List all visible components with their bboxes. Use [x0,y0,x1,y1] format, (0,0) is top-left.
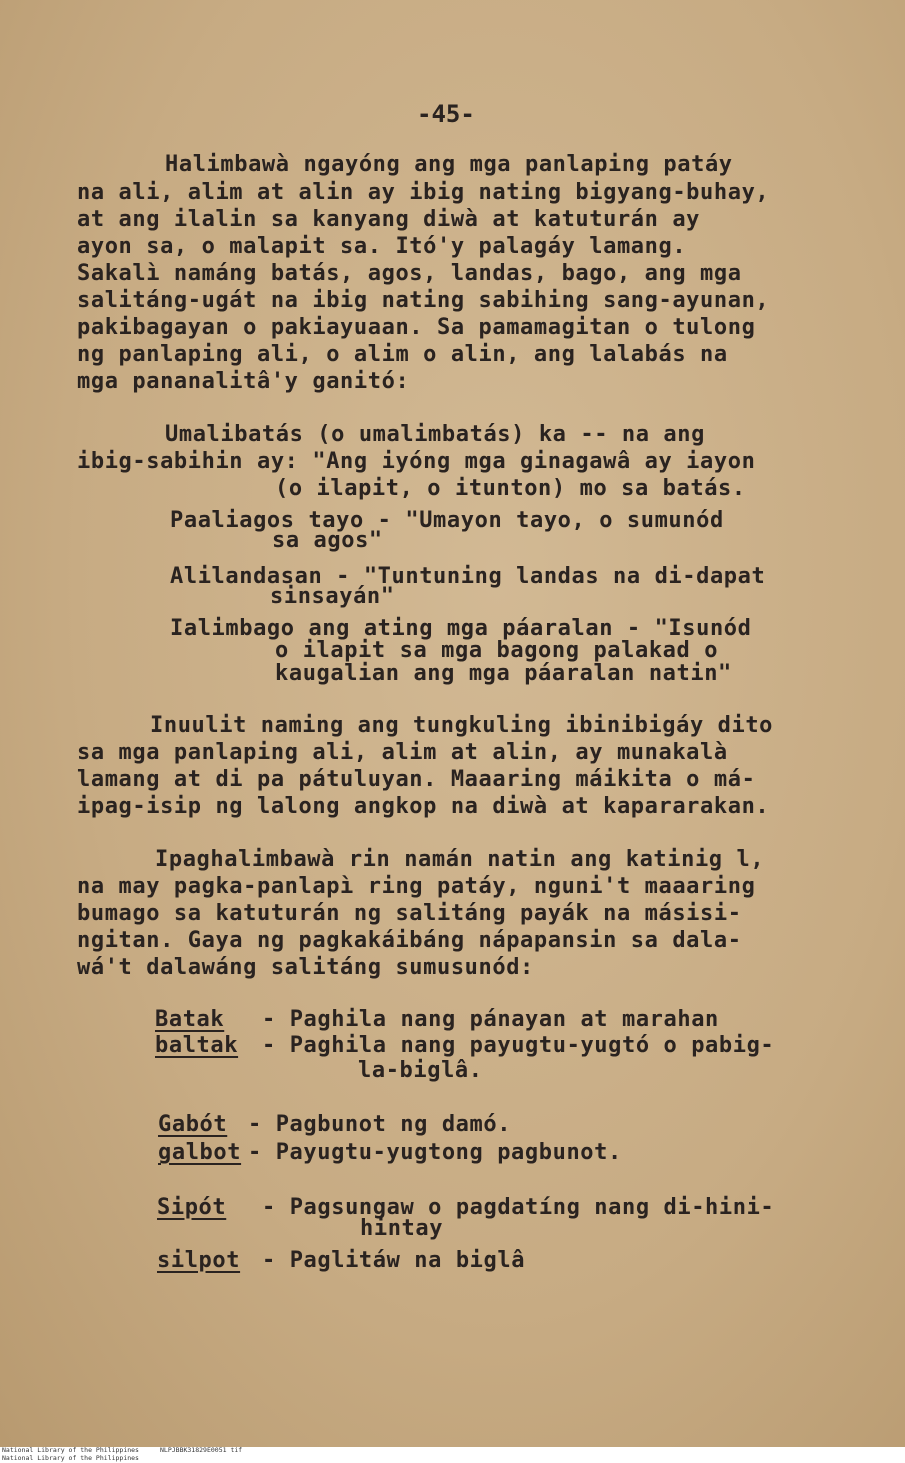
pair-definition: - Payugtu-yugtong pagbunot. [248,1140,622,1165]
paragraph-1-line: ayon sa, o malapit sa. Itó'y palagáy lamang. [77,234,687,259]
paragraph-2-line: lamang at di pa pátuluyan. Maaaring máikita o má- [77,767,756,792]
paragraph-2-line: sa mga panlaping ali, alim at alin, ay munakalà [77,740,728,765]
paragraph-2-line: Inuulit naming ang tungkuling ibinibigáy dito [150,713,774,738]
footer-library-line: National Library of the Philippines [2,1453,139,1462]
paragraph-3-line: Ipaghalimbawà rin namán natin ang katinig l, [155,847,765,872]
paragraph-1-line: at ang ilalin sa kanyang diwà at katuturán ay [77,207,701,232]
example-umalibatas-line: (o ilapit, o itunton) mo sa batás. [275,476,746,501]
example-alilandasan-line: Alilandasan - "Tuntuning landas na di-dapat [170,564,766,589]
paragraph-1-line: salitáng-ugát na ibig nating sabihing sang-ayunan, [77,288,770,313]
paragraph-1-line: Halimbawà ngayóng ang mga panlaping patáy [165,152,733,177]
pair-word: Sipót [157,1195,227,1220]
pair-word: silpot [157,1248,241,1273]
paragraph-1-line: mga pananalitâ'y ganitó: [77,369,410,394]
paragraph-3-line: ngitan. Gaya ng pagkakáibáng nápapansin sa dala- [77,928,742,953]
pair-definition: - Paghila nang pánayan at marahan [262,1007,719,1032]
footer-file-code: NLPJBBK31829E0051 tif [160,1446,243,1454]
example-umalibatas-line: ibig-sabihin ay: "Ang iyóng mga ginagawâ ay iayon [77,449,756,474]
paragraph-1-line: Sakalì namáng batás, agos, landas, bago, ang mga [77,261,742,286]
pair-definition: - Pagsungaw o pagdatíng nang di-hini- [262,1195,775,1220]
pair-definition: - Pagbunot ng damó. [248,1112,512,1137]
pair-word: galbot [158,1140,242,1165]
footer-library-line: National Library of the Philippines [2,1446,139,1454]
pair-definition: - Paghila nang payugtu-yugtó o pabig- [262,1033,775,1058]
pair-word: baltak [155,1033,239,1058]
scan-footer [0,1447,905,1463]
example-paaliagos-line: sa agos" [272,528,383,553]
example-ialimbago-line: o ilapit sa mga bagong palakad o [275,638,719,663]
example-paaliagos-line: Paaliagos tayo - "Umayon tayo, o sumunód [170,508,724,533]
paragraph-2-line: ipag-isip ng lalong angkop na diwà at kapararakan. [77,794,770,819]
paragraph-1-line: pakibagayan o pakiayuaan. Sa pamamagitan o tulong [77,315,756,340]
example-ialimbago-line: kaugalian ang mga páaralan natin" [275,661,732,686]
paragraph-3-line: bumago sa katuturán ng salitáng payák na másisi- [77,901,742,926]
page-number: -45- [417,100,475,128]
example-ialimbago-line: Ialimbago ang ating mga páaralan - "Isunód [170,616,752,641]
pair-definition: la-biglâ. [358,1058,483,1083]
paragraph-1-line: na ali, alim at alin ay ibig nating bigyang-buhay, [77,180,770,205]
paragraph-3-line: na may pagka-panlapì ring patáy, nguni't maaaring [77,874,756,899]
paragraph-3-line: wá't dalawáng salitáng sumusunód: [77,955,534,980]
pair-word: Gabót [158,1112,228,1137]
paragraph-1-line: ng panlaping ali, o alim o alin, ang lalabás na [77,342,728,367]
example-umalibatas-line: Umalibatás (o umalimbatás) ka -- na ang [165,422,705,447]
example-alilandasan-line: sinsayán" [270,584,395,609]
pair-definition: hintay [360,1216,444,1241]
pair-word: Batak [155,1007,225,1032]
pair-definition: - Paglitáw na biglâ [262,1248,526,1273]
